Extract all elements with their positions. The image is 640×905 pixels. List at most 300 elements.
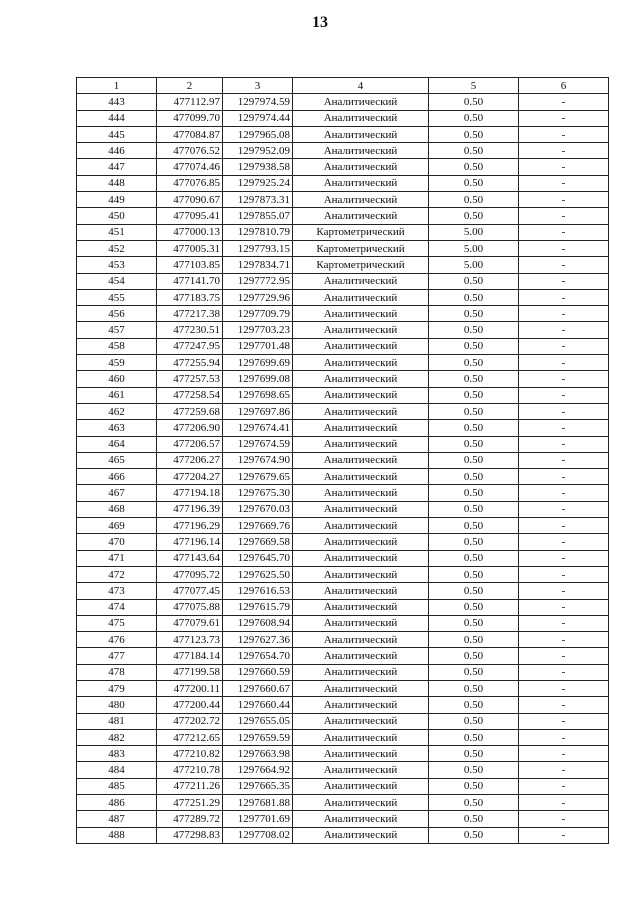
x-coordinate-cell: 477210.82 bbox=[157, 746, 223, 762]
point-number-cell: 446 bbox=[77, 143, 157, 159]
point-number-cell: 443 bbox=[77, 94, 157, 110]
point-number-cell: 482 bbox=[77, 729, 157, 745]
accuracy-cell: 0.50 bbox=[429, 583, 519, 599]
y-coordinate-cell: 1297729.96 bbox=[223, 289, 293, 305]
accuracy-cell: 0.50 bbox=[429, 469, 519, 485]
point-number-cell: 478 bbox=[77, 664, 157, 680]
y-coordinate-cell: 1297654.70 bbox=[223, 648, 293, 664]
point-number-cell: 449 bbox=[77, 192, 157, 208]
y-coordinate-cell: 1297674.41 bbox=[223, 420, 293, 436]
x-coordinate-cell: 477099.70 bbox=[157, 110, 223, 126]
x-coordinate-cell: 477211.26 bbox=[157, 778, 223, 794]
method-cell: Аналитический bbox=[293, 534, 429, 550]
method-cell: Аналитический bbox=[293, 615, 429, 631]
y-coordinate-cell: 1297616.53 bbox=[223, 583, 293, 599]
y-coordinate-cell: 1297697.86 bbox=[223, 403, 293, 419]
point-number-cell: 464 bbox=[77, 436, 157, 452]
point-number-cell: 467 bbox=[77, 485, 157, 501]
method-cell: Аналитический bbox=[293, 664, 429, 680]
x-coordinate-cell: 477196.39 bbox=[157, 501, 223, 517]
point-number-cell: 447 bbox=[77, 159, 157, 175]
note-cell: - bbox=[519, 632, 609, 648]
accuracy-cell: 5.00 bbox=[429, 240, 519, 256]
accuracy-cell: 0.50 bbox=[429, 387, 519, 403]
x-coordinate-cell: 477112.97 bbox=[157, 94, 223, 110]
note-cell: - bbox=[519, 583, 609, 599]
accuracy-cell: 0.50 bbox=[429, 518, 519, 534]
method-cell: Аналитический bbox=[293, 550, 429, 566]
accuracy-cell: 0.50 bbox=[429, 371, 519, 387]
point-number-cell: 476 bbox=[77, 632, 157, 648]
method-cell: Аналитический bbox=[293, 452, 429, 468]
note-cell: - bbox=[519, 746, 609, 762]
x-coordinate-cell: 477251.29 bbox=[157, 795, 223, 811]
x-coordinate-cell: 477183.75 bbox=[157, 289, 223, 305]
x-coordinate-cell: 477210.78 bbox=[157, 762, 223, 778]
x-coordinate-cell: 477202.72 bbox=[157, 713, 223, 729]
coordinates-table bbox=[76, 77, 609, 844]
accuracy-cell: 0.50 bbox=[429, 110, 519, 126]
method-cell: Аналитический bbox=[293, 746, 429, 762]
point-number-cell: 462 bbox=[77, 403, 157, 419]
table-row bbox=[77, 159, 609, 175]
table-row bbox=[77, 550, 609, 566]
point-number-cell: 451 bbox=[77, 224, 157, 240]
note-cell: - bbox=[519, 240, 609, 256]
note-cell: - bbox=[519, 159, 609, 175]
y-coordinate-cell: 1297709.79 bbox=[223, 306, 293, 322]
y-coordinate-cell: 1297670.03 bbox=[223, 501, 293, 517]
y-coordinate-cell: 1297974.44 bbox=[223, 110, 293, 126]
x-coordinate-cell: 477204.27 bbox=[157, 469, 223, 485]
accuracy-cell: 0.50 bbox=[429, 615, 519, 631]
method-cell: Аналитический bbox=[293, 648, 429, 664]
note-cell: - bbox=[519, 387, 609, 403]
accuracy-cell: 0.50 bbox=[429, 762, 519, 778]
table-row bbox=[77, 795, 609, 811]
x-coordinate-cell: 477079.61 bbox=[157, 615, 223, 631]
table-row bbox=[77, 175, 609, 191]
method-cell: Аналитический bbox=[293, 126, 429, 142]
y-coordinate-cell: 1297699.69 bbox=[223, 355, 293, 371]
x-coordinate-cell: 477289.72 bbox=[157, 811, 223, 827]
accuracy-cell: 0.50 bbox=[429, 143, 519, 159]
note-cell: - bbox=[519, 94, 609, 110]
note-cell: - bbox=[519, 713, 609, 729]
y-coordinate-cell: 1297660.44 bbox=[223, 697, 293, 713]
x-coordinate-cell: 477123.73 bbox=[157, 632, 223, 648]
x-coordinate-cell: 477075.88 bbox=[157, 599, 223, 615]
column-header-5: 5 bbox=[429, 78, 519, 94]
method-cell: Картометрический bbox=[293, 224, 429, 240]
y-coordinate-cell: 1297938.58 bbox=[223, 159, 293, 175]
y-coordinate-cell: 1297772.95 bbox=[223, 273, 293, 289]
accuracy-cell: 0.50 bbox=[429, 175, 519, 191]
note-cell: - bbox=[519, 143, 609, 159]
point-number-cell: 445 bbox=[77, 126, 157, 142]
accuracy-cell: 0.50 bbox=[429, 648, 519, 664]
accuracy-cell: 0.50 bbox=[429, 729, 519, 745]
note-cell: - bbox=[519, 126, 609, 142]
x-coordinate-cell: 477077.45 bbox=[157, 583, 223, 599]
x-coordinate-cell: 477196.14 bbox=[157, 534, 223, 550]
accuracy-cell: 0.50 bbox=[429, 811, 519, 827]
x-coordinate-cell: 477199.58 bbox=[157, 664, 223, 680]
point-number-cell: 480 bbox=[77, 697, 157, 713]
column-header-2: 2 bbox=[157, 78, 223, 94]
accuracy-cell: 0.50 bbox=[429, 289, 519, 305]
x-coordinate-cell: 477084.87 bbox=[157, 126, 223, 142]
accuracy-cell: 0.50 bbox=[429, 192, 519, 208]
method-cell: Аналитический bbox=[293, 159, 429, 175]
y-coordinate-cell: 1297659.59 bbox=[223, 729, 293, 745]
method-cell: Аналитический bbox=[293, 175, 429, 191]
method-cell: Картометрический bbox=[293, 257, 429, 273]
note-cell: - bbox=[519, 599, 609, 615]
table-row bbox=[77, 436, 609, 452]
method-cell: Аналитический bbox=[293, 403, 429, 419]
table-row bbox=[77, 566, 609, 582]
point-number-cell: 459 bbox=[77, 355, 157, 371]
point-number-cell: 488 bbox=[77, 827, 157, 843]
note-cell: - bbox=[519, 501, 609, 517]
column-header-6: 6 bbox=[519, 78, 609, 94]
table-row bbox=[77, 208, 609, 224]
y-coordinate-cell: 1297681.88 bbox=[223, 795, 293, 811]
x-coordinate-cell: 477200.11 bbox=[157, 680, 223, 696]
note-cell: - bbox=[519, 648, 609, 664]
accuracy-cell: 0.50 bbox=[429, 697, 519, 713]
x-coordinate-cell: 477196.29 bbox=[157, 518, 223, 534]
method-cell: Аналитический bbox=[293, 485, 429, 501]
note-cell: - bbox=[519, 192, 609, 208]
method-cell: Аналитический bbox=[293, 436, 429, 452]
method-cell: Аналитический bbox=[293, 566, 429, 582]
point-number-cell: 450 bbox=[77, 208, 157, 224]
note-cell: - bbox=[519, 452, 609, 468]
note-cell: - bbox=[519, 289, 609, 305]
y-coordinate-cell: 1297669.76 bbox=[223, 518, 293, 534]
table-row bbox=[77, 224, 609, 240]
y-coordinate-cell: 1297608.94 bbox=[223, 615, 293, 631]
point-number-cell: 456 bbox=[77, 306, 157, 322]
x-coordinate-cell: 477076.85 bbox=[157, 175, 223, 191]
x-coordinate-cell: 477259.68 bbox=[157, 403, 223, 419]
note-cell: - bbox=[519, 827, 609, 843]
y-coordinate-cell: 1297793.15 bbox=[223, 240, 293, 256]
table-row bbox=[77, 387, 609, 403]
table-row bbox=[77, 713, 609, 729]
note-cell: - bbox=[519, 355, 609, 371]
accuracy-cell: 0.50 bbox=[429, 795, 519, 811]
note-cell: - bbox=[519, 420, 609, 436]
table-row bbox=[77, 729, 609, 745]
table-row bbox=[77, 192, 609, 208]
x-coordinate-cell: 477076.52 bbox=[157, 143, 223, 159]
y-coordinate-cell: 1297663.98 bbox=[223, 746, 293, 762]
table-row bbox=[77, 452, 609, 468]
note-cell: - bbox=[519, 485, 609, 501]
y-coordinate-cell: 1297810.79 bbox=[223, 224, 293, 240]
table-row bbox=[77, 697, 609, 713]
accuracy-cell: 5.00 bbox=[429, 224, 519, 240]
accuracy-cell: 0.50 bbox=[429, 94, 519, 110]
point-number-cell: 486 bbox=[77, 795, 157, 811]
y-coordinate-cell: 1297698.65 bbox=[223, 387, 293, 403]
x-coordinate-cell: 477298.83 bbox=[157, 827, 223, 843]
y-coordinate-cell: 1297873.31 bbox=[223, 192, 293, 208]
note-cell: - bbox=[519, 322, 609, 338]
accuracy-cell: 0.50 bbox=[429, 452, 519, 468]
y-coordinate-cell: 1297952.09 bbox=[223, 143, 293, 159]
point-number-cell: 479 bbox=[77, 680, 157, 696]
table-row bbox=[77, 110, 609, 126]
method-cell: Аналитический bbox=[293, 762, 429, 778]
table-row bbox=[77, 306, 609, 322]
point-number-cell: 475 bbox=[77, 615, 157, 631]
accuracy-cell: 0.50 bbox=[429, 632, 519, 648]
y-coordinate-cell: 1297645.70 bbox=[223, 550, 293, 566]
x-coordinate-cell: 477206.90 bbox=[157, 420, 223, 436]
table-row bbox=[77, 632, 609, 648]
method-cell: Аналитический bbox=[293, 371, 429, 387]
column-header-3: 3 bbox=[223, 78, 293, 94]
point-number-cell: 477 bbox=[77, 648, 157, 664]
y-coordinate-cell: 1297664.92 bbox=[223, 762, 293, 778]
table-row bbox=[77, 664, 609, 680]
column-header-1: 1 bbox=[77, 78, 157, 94]
method-cell: Аналитический bbox=[293, 583, 429, 599]
y-coordinate-cell: 1297615.79 bbox=[223, 599, 293, 615]
x-coordinate-cell: 477090.67 bbox=[157, 192, 223, 208]
table-row bbox=[77, 485, 609, 501]
point-number-cell: 483 bbox=[77, 746, 157, 762]
note-cell: - bbox=[519, 306, 609, 322]
y-coordinate-cell: 1297655.05 bbox=[223, 713, 293, 729]
x-coordinate-cell: 477206.27 bbox=[157, 452, 223, 468]
y-coordinate-cell: 1297627.36 bbox=[223, 632, 293, 648]
note-cell: - bbox=[519, 680, 609, 696]
table-row bbox=[77, 94, 609, 110]
accuracy-cell: 0.50 bbox=[429, 436, 519, 452]
x-coordinate-cell: 477247.95 bbox=[157, 338, 223, 354]
point-number-cell: 455 bbox=[77, 289, 157, 305]
table-row bbox=[77, 615, 609, 631]
note-cell: - bbox=[519, 175, 609, 191]
x-coordinate-cell: 477257.53 bbox=[157, 371, 223, 387]
note-cell: - bbox=[519, 436, 609, 452]
x-coordinate-cell: 477074.46 bbox=[157, 159, 223, 175]
accuracy-cell: 0.50 bbox=[429, 599, 519, 615]
point-number-cell: 473 bbox=[77, 583, 157, 599]
accuracy-cell: 0.50 bbox=[429, 126, 519, 142]
x-coordinate-cell: 477095.41 bbox=[157, 208, 223, 224]
note-cell: - bbox=[519, 338, 609, 354]
x-coordinate-cell: 477258.54 bbox=[157, 387, 223, 403]
note-cell: - bbox=[519, 469, 609, 485]
accuracy-cell: 0.50 bbox=[429, 664, 519, 680]
table-row bbox=[77, 680, 609, 696]
y-coordinate-cell: 1297660.59 bbox=[223, 664, 293, 680]
method-cell: Аналитический bbox=[293, 680, 429, 696]
method-cell: Аналитический bbox=[293, 827, 429, 843]
point-number-cell: 461 bbox=[77, 387, 157, 403]
accuracy-cell: 0.50 bbox=[429, 208, 519, 224]
y-coordinate-cell: 1297701.48 bbox=[223, 338, 293, 354]
y-coordinate-cell: 1297699.08 bbox=[223, 371, 293, 387]
table-header-row bbox=[77, 78, 609, 94]
y-coordinate-cell: 1297855.07 bbox=[223, 208, 293, 224]
x-coordinate-cell: 477217.38 bbox=[157, 306, 223, 322]
point-number-cell: 463 bbox=[77, 420, 157, 436]
y-coordinate-cell: 1297674.90 bbox=[223, 452, 293, 468]
accuracy-cell: 0.50 bbox=[429, 680, 519, 696]
method-cell: Аналитический bbox=[293, 192, 429, 208]
note-cell: - bbox=[519, 729, 609, 745]
x-coordinate-cell: 477141.70 bbox=[157, 273, 223, 289]
table-row bbox=[77, 420, 609, 436]
point-number-cell: 457 bbox=[77, 322, 157, 338]
x-coordinate-cell: 477184.14 bbox=[157, 648, 223, 664]
y-coordinate-cell: 1297675.30 bbox=[223, 485, 293, 501]
method-cell: Аналитический bbox=[293, 795, 429, 811]
accuracy-cell: 0.50 bbox=[429, 420, 519, 436]
table-row bbox=[77, 273, 609, 289]
point-number-cell: 453 bbox=[77, 257, 157, 273]
accuracy-cell: 0.50 bbox=[429, 322, 519, 338]
x-coordinate-cell: 477255.94 bbox=[157, 355, 223, 371]
table-row bbox=[77, 648, 609, 664]
point-number-cell: 485 bbox=[77, 778, 157, 794]
x-coordinate-cell: 477000.13 bbox=[157, 224, 223, 240]
method-cell: Аналитический bbox=[293, 289, 429, 305]
method-cell: Картометрический bbox=[293, 240, 429, 256]
note-cell: - bbox=[519, 534, 609, 550]
point-number-cell: 481 bbox=[77, 713, 157, 729]
accuracy-cell: 0.50 bbox=[429, 566, 519, 582]
table-row bbox=[77, 762, 609, 778]
accuracy-cell: 0.50 bbox=[429, 273, 519, 289]
note-cell: - bbox=[519, 811, 609, 827]
x-coordinate-cell: 477005.31 bbox=[157, 240, 223, 256]
accuracy-cell: 0.50 bbox=[429, 827, 519, 843]
method-cell: Аналитический bbox=[293, 355, 429, 371]
method-cell: Аналитический bbox=[293, 599, 429, 615]
x-coordinate-cell: 477206.57 bbox=[157, 436, 223, 452]
point-number-cell: 448 bbox=[77, 175, 157, 191]
note-cell: - bbox=[519, 664, 609, 680]
accuracy-cell: 0.50 bbox=[429, 534, 519, 550]
method-cell: Аналитический bbox=[293, 387, 429, 403]
point-number-cell: 470 bbox=[77, 534, 157, 550]
note-cell: - bbox=[519, 550, 609, 566]
table-row bbox=[77, 403, 609, 419]
method-cell: Аналитический bbox=[293, 697, 429, 713]
y-coordinate-cell: 1297679.65 bbox=[223, 469, 293, 485]
note-cell: - bbox=[519, 208, 609, 224]
note-cell: - bbox=[519, 518, 609, 534]
y-coordinate-cell: 1297660.67 bbox=[223, 680, 293, 696]
y-coordinate-cell: 1297974.59 bbox=[223, 94, 293, 110]
table-row bbox=[77, 501, 609, 517]
table-row bbox=[77, 338, 609, 354]
table-row bbox=[77, 355, 609, 371]
method-cell: Аналитический bbox=[293, 469, 429, 485]
x-coordinate-cell: 477194.18 bbox=[157, 485, 223, 501]
note-cell: - bbox=[519, 403, 609, 419]
note-cell: - bbox=[519, 697, 609, 713]
note-cell: - bbox=[519, 224, 609, 240]
method-cell: Аналитический bbox=[293, 420, 429, 436]
point-number-cell: 466 bbox=[77, 469, 157, 485]
table-row bbox=[77, 811, 609, 827]
point-number-cell: 452 bbox=[77, 240, 157, 256]
note-cell: - bbox=[519, 566, 609, 582]
table-row bbox=[77, 583, 609, 599]
page-number: 13 bbox=[312, 14, 328, 31]
table-row bbox=[77, 778, 609, 794]
accuracy-cell: 0.50 bbox=[429, 159, 519, 175]
table-row bbox=[77, 746, 609, 762]
method-cell: Аналитический bbox=[293, 632, 429, 648]
point-number-cell: 471 bbox=[77, 550, 157, 566]
x-coordinate-cell: 477212.65 bbox=[157, 729, 223, 745]
note-cell: - bbox=[519, 371, 609, 387]
accuracy-cell: 0.50 bbox=[429, 355, 519, 371]
method-cell: Аналитический bbox=[293, 811, 429, 827]
method-cell: Аналитический bbox=[293, 518, 429, 534]
y-coordinate-cell: 1297708.02 bbox=[223, 827, 293, 843]
y-coordinate-cell: 1297703.23 bbox=[223, 322, 293, 338]
method-cell: Аналитический bbox=[293, 94, 429, 110]
note-cell: - bbox=[519, 615, 609, 631]
table-row bbox=[77, 143, 609, 159]
point-number-cell: 454 bbox=[77, 273, 157, 289]
method-cell: Аналитический bbox=[293, 713, 429, 729]
table-row bbox=[77, 371, 609, 387]
method-cell: Аналитический bbox=[293, 110, 429, 126]
note-cell: - bbox=[519, 110, 609, 126]
point-number-cell: 458 bbox=[77, 338, 157, 354]
accuracy-cell: 0.50 bbox=[429, 338, 519, 354]
point-number-cell: 487 bbox=[77, 811, 157, 827]
table-row bbox=[77, 289, 609, 305]
y-coordinate-cell: 1297834.71 bbox=[223, 257, 293, 273]
accuracy-cell: 0.50 bbox=[429, 713, 519, 729]
table-row bbox=[77, 240, 609, 256]
method-cell: Аналитический bbox=[293, 208, 429, 224]
y-coordinate-cell: 1297669.58 bbox=[223, 534, 293, 550]
table-row bbox=[77, 827, 609, 843]
method-cell: Аналитический bbox=[293, 143, 429, 159]
y-coordinate-cell: 1297665.35 bbox=[223, 778, 293, 794]
y-coordinate-cell: 1297701.69 bbox=[223, 811, 293, 827]
point-number-cell: 469 bbox=[77, 518, 157, 534]
y-coordinate-cell: 1297925.24 bbox=[223, 175, 293, 191]
point-number-cell: 474 bbox=[77, 599, 157, 615]
y-coordinate-cell: 1297625.50 bbox=[223, 566, 293, 582]
point-number-cell: 460 bbox=[77, 371, 157, 387]
table-row bbox=[77, 322, 609, 338]
method-cell: Аналитический bbox=[293, 729, 429, 745]
accuracy-cell: 0.50 bbox=[429, 403, 519, 419]
note-cell: - bbox=[519, 273, 609, 289]
table-row bbox=[77, 126, 609, 142]
point-number-cell: 484 bbox=[77, 762, 157, 778]
method-cell: Аналитический bbox=[293, 322, 429, 338]
x-coordinate-cell: 477095.72 bbox=[157, 566, 223, 582]
method-cell: Аналитический bbox=[293, 778, 429, 794]
